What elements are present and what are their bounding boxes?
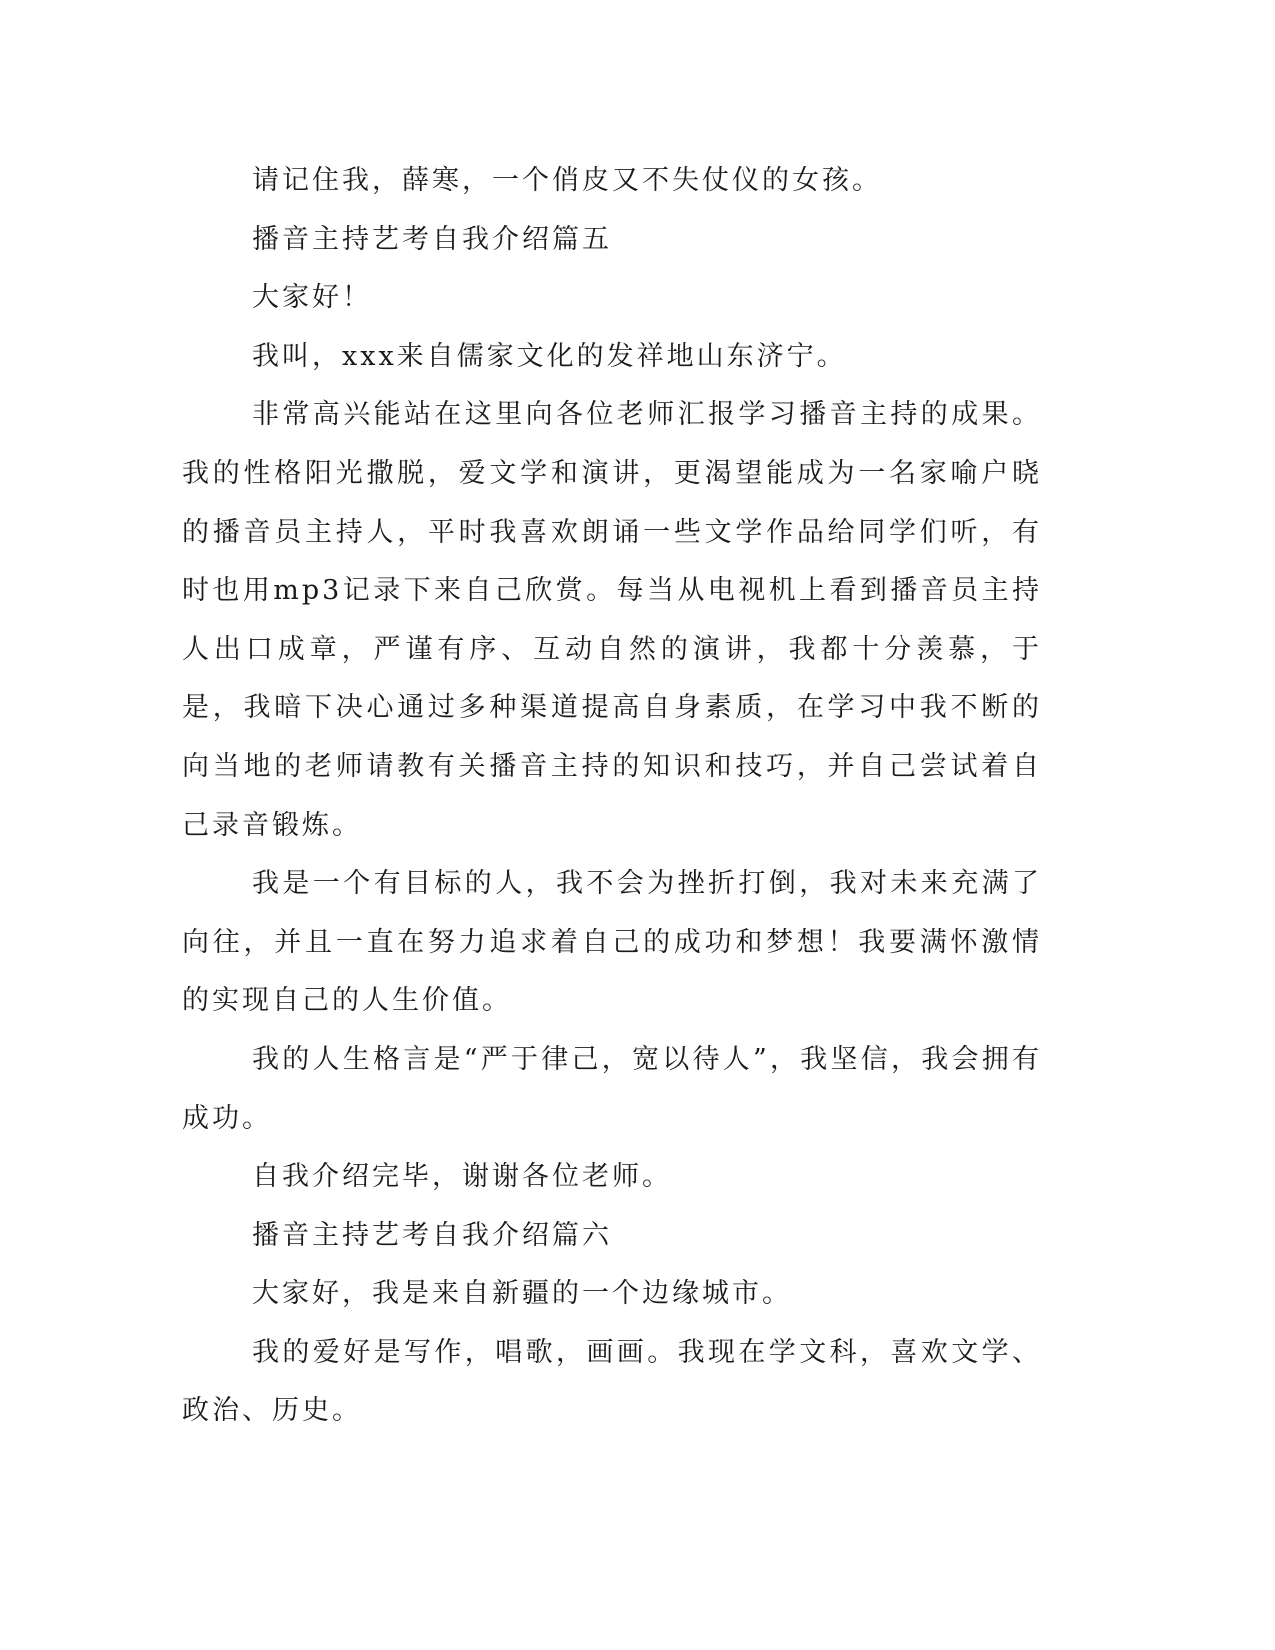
paragraph: 非常高兴能站在这里向各位老师汇报学习播音主持的成果。我的性格阳光撒脱，爱文学和演讲，更渴望能成为一名家喻户晓的播音员主持人，平时我喜欢朗诵一些文学作品给同学们听，有时也用mp3记录下来自己欣赏。每当从电视机上看到播音员主持人出口成章，严谨有序、互动自然的演讲，我都十分羡慕，于是，我暗下决心通过多种渠道提高自身素质，在学习中我不断的向当地的老师请教有关播音主持的知识和技巧，并自己尝试着自己录音锻炼。 [182,399,1042,841]
paragraph: 我叫，xxx来自儒家文化的发祥地山东济宁。 [252,340,847,372]
document-body [182,152,1042,1441]
paragraph: 请记住我，薛寒，一个俏皮又不失仗仪的女孩。 [252,165,882,196]
paragraph: 大家好，我是来自新疆的一个边缘城市。 [252,1278,792,1310]
paragraph: 我是一个有目标的人，我不会为挫折打倒，我对未来充满了向往，并且一直在努力追求着自己的成功和梦想！我要满怀激情的实现自己的人生价值。 [182,868,1042,1017]
section-heading: 播音主持艺考自我介绍篇五 [252,223,612,255]
section-heading: 播音主持艺考自我介绍篇六 [252,1219,612,1251]
paragraph: 我的爱好是写作，唱歌，画画。我现在学文科，喜欢文学、政治、历史。 [182,1336,1042,1427]
paragraph: 我的人生格言是“严于律己，宽以待人”，我坚信，我会拥有成功。 [182,1043,1042,1134]
paragraph: 自我介绍完毕，谢谢各位老师。 [252,1161,672,1193]
paragraph: 大家好！ [252,282,372,314]
